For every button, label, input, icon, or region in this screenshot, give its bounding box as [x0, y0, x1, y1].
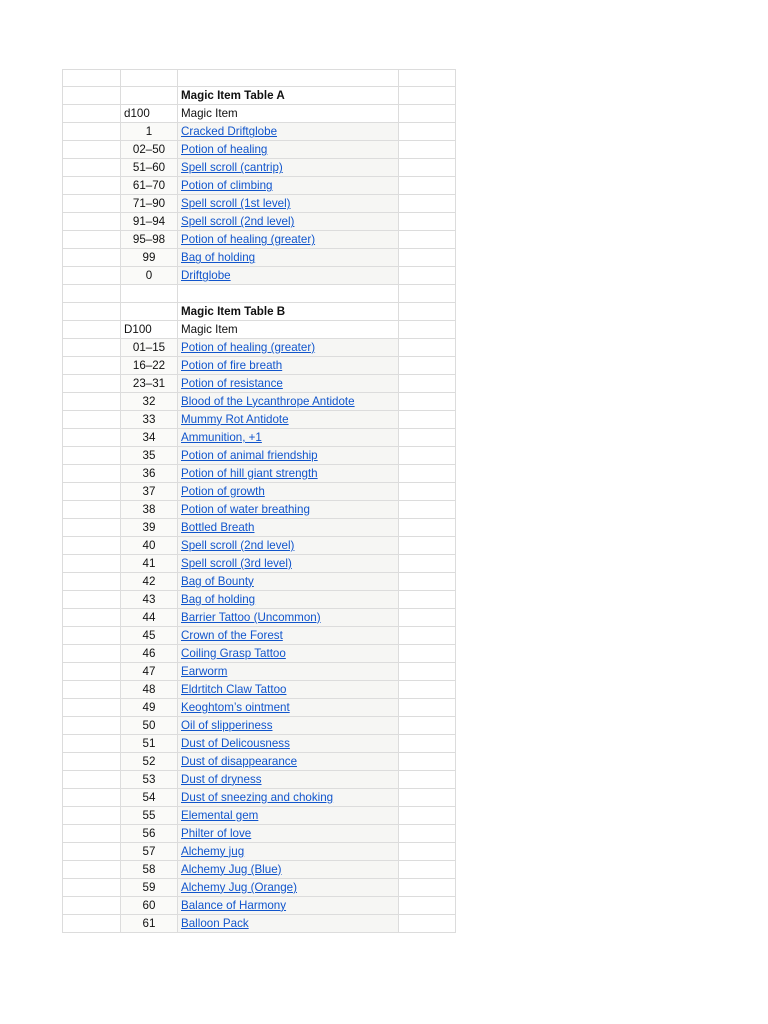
roll-cell[interactable]: 23–31: [121, 374, 178, 392]
item-cell[interactable]: [178, 590, 399, 608]
table-row: [63, 518, 456, 536]
item-cell[interactable]: [178, 806, 399, 824]
empty-cell[interactable]: [63, 518, 121, 536]
item-link[interactable]: Bottled Breath: [181, 520, 255, 534]
empty-cell[interactable]: [63, 356, 121, 374]
empty-cell[interactable]: [63, 536, 121, 554]
item-cell[interactable]: [178, 770, 399, 788]
empty-cell[interactable]: [399, 788, 456, 806]
empty-cell[interactable]: [399, 824, 456, 842]
table-row: [63, 680, 456, 698]
item-link[interactable]: Dust of sneezing and choking: [181, 790, 334, 804]
empty-cell[interactable]: [399, 536, 456, 554]
table-row: [63, 824, 456, 842]
empty-cell[interactable]: [399, 87, 456, 105]
table-row: [63, 608, 456, 626]
roll-cell[interactable]: 57: [121, 842, 178, 860]
empty-cell[interactable]: [63, 213, 121, 231]
table-row: [63, 267, 456, 285]
item-cell[interactable]: [178, 213, 399, 231]
item-cell[interactable]: [178, 249, 399, 267]
item-cell[interactable]: [178, 428, 399, 446]
empty-cell[interactable]: [63, 896, 121, 914]
empty-cell[interactable]: [399, 914, 456, 932]
empty-cell[interactable]: [399, 141, 456, 159]
item-link[interactable]: Barrier Tattoo (Uncommon): [181, 610, 321, 624]
empty-cell[interactable]: [399, 374, 456, 392]
empty-cell[interactable]: [399, 249, 456, 267]
table-row: [63, 213, 456, 231]
empty-cell[interactable]: [63, 123, 121, 141]
item-cell[interactable]: [178, 752, 399, 770]
roll-cell[interactable]: 99: [121, 249, 178, 267]
roll-cell[interactable]: 95–98: [121, 231, 178, 249]
empty-cell[interactable]: [399, 770, 456, 788]
item-link[interactable]: Spell scroll (3rd level): [181, 556, 292, 570]
empty-cell[interactable]: [399, 860, 456, 878]
roll-cell[interactable]: 32: [121, 392, 178, 410]
table-row: [63, 446, 456, 464]
item-header[interactable]: Magic Item: [178, 320, 399, 338]
item-cell[interactable]: [178, 662, 399, 680]
empty-cell[interactable]: [63, 87, 121, 105]
item-cell[interactable]: [178, 680, 399, 698]
roll-cell[interactable]: 02–50: [121, 141, 178, 159]
blank-row: [63, 285, 456, 302]
item-cell[interactable]: [178, 860, 399, 878]
empty-cell[interactable]: [63, 806, 121, 824]
empty-cell[interactable]: [121, 87, 178, 105]
roll-cell[interactable]: 40: [121, 536, 178, 554]
roll-cell[interactable]: 45: [121, 626, 178, 644]
die-header[interactable]: d100: [121, 105, 178, 123]
table-row: [63, 356, 456, 374]
item-link[interactable]: Driftglobe: [181, 269, 231, 283]
empty-cell[interactable]: [399, 446, 456, 464]
item-cell[interactable]: [178, 356, 399, 374]
empty-cell[interactable]: [63, 195, 121, 213]
table-row: [63, 554, 456, 572]
empty-cell[interactable]: [63, 608, 121, 626]
empty-cell[interactable]: [399, 302, 456, 320]
table-row: [63, 734, 456, 752]
roll-cell[interactable]: 37: [121, 482, 178, 500]
roll-cell[interactable]: 58: [121, 860, 178, 878]
table-header-row: [63, 320, 456, 338]
empty-cell[interactable]: [63, 752, 121, 770]
roll-cell[interactable]: 49: [121, 698, 178, 716]
empty-cell[interactable]: [63, 285, 121, 302]
empty-cell[interactable]: [63, 842, 121, 860]
empty-cell[interactable]: [63, 770, 121, 788]
empty-cell[interactable]: [63, 680, 121, 698]
empty-cell[interactable]: [63, 590, 121, 608]
die-header[interactable]: D100: [121, 320, 178, 338]
item-cell[interactable]: [178, 572, 399, 590]
item-link[interactable]: Potion of hill giant strength: [181, 466, 318, 480]
roll-cell[interactable]: 48: [121, 680, 178, 698]
roll-cell[interactable]: 51: [121, 734, 178, 752]
item-link[interactable]: Spell scroll (2nd level): [181, 215, 295, 229]
item-cell[interactable]: [178, 518, 399, 536]
item-cell[interactable]: [178, 123, 399, 141]
empty-cell[interactable]: [63, 824, 121, 842]
item-link[interactable]: Earworm: [181, 664, 228, 678]
roll-cell[interactable]: 38: [121, 500, 178, 518]
empty-cell[interactable]: [399, 662, 456, 680]
table-row: [63, 177, 456, 195]
blank-row: [63, 70, 456, 87]
table-row: [63, 141, 456, 159]
empty-cell[interactable]: [399, 896, 456, 914]
table-row: [63, 464, 456, 482]
empty-cell[interactable]: [399, 500, 456, 518]
empty-cell[interactable]: [399, 159, 456, 177]
empty-cell[interactable]: [178, 285, 399, 302]
roll-cell[interactable]: 61: [121, 914, 178, 932]
empty-cell[interactable]: [399, 734, 456, 752]
item-link[interactable]: Coiling Grasp Tattoo: [181, 646, 286, 660]
item-cell[interactable]: [178, 231, 399, 249]
empty-cell[interactable]: [63, 302, 121, 320]
empty-cell[interactable]: [399, 213, 456, 231]
empty-cell[interactable]: [399, 518, 456, 536]
item-link[interactable]: Bag of holding: [181, 251, 256, 265]
item-link[interactable]: Potion of healing (greater): [181, 340, 316, 354]
item-link[interactable]: Bag of Bounty: [181, 574, 254, 588]
roll-cell[interactable]: 44: [121, 608, 178, 626]
empty-cell[interactable]: [399, 320, 456, 338]
empty-cell[interactable]: [63, 392, 121, 410]
item-link[interactable]: Dust of Delicousness: [181, 736, 290, 750]
empty-cell[interactable]: [63, 231, 121, 249]
empty-cell[interactable]: [399, 878, 456, 896]
empty-cell[interactable]: [399, 195, 456, 213]
empty-cell[interactable]: [399, 482, 456, 500]
roll-cell[interactable]: 55: [121, 806, 178, 824]
empty-cell[interactable]: [63, 428, 121, 446]
item-link[interactable]: Elemental gem: [181, 808, 259, 822]
table-row: [63, 195, 456, 213]
table-row: [63, 860, 456, 878]
empty-cell[interactable]: [399, 608, 456, 626]
empty-cell[interactable]: [399, 338, 456, 356]
table-row: [63, 842, 456, 860]
roll-cell[interactable]: 0: [121, 267, 178, 285]
roll-cell[interactable]: 1: [121, 123, 178, 141]
roll-cell[interactable]: 52: [121, 752, 178, 770]
table-title-row: [63, 302, 456, 320]
table-row: [63, 159, 456, 177]
empty-cell[interactable]: [63, 644, 121, 662]
item-cell[interactable]: [178, 842, 399, 860]
item-cell[interactable]: [178, 177, 399, 195]
empty-cell[interactable]: [399, 177, 456, 195]
table-row: [63, 590, 456, 608]
item-link[interactable]: Potion of water breathing: [181, 502, 310, 516]
item-link[interactable]: Alchemy jug: [181, 844, 245, 858]
roll-cell[interactable]: 91–94: [121, 213, 178, 231]
table-row: [63, 374, 456, 392]
table-row: [63, 788, 456, 806]
item-cell[interactable]: [178, 267, 399, 285]
roll-cell[interactable]: 47: [121, 662, 178, 680]
item-link[interactable]: Alchemy Jug (Orange): [181, 880, 297, 894]
roll-cell[interactable]: 34: [121, 428, 178, 446]
empty-cell[interactable]: [399, 842, 456, 860]
roll-cell[interactable]: 36: [121, 464, 178, 482]
item-cell[interactable]: [178, 464, 399, 482]
item-cell[interactable]: [178, 698, 399, 716]
empty-cell[interactable]: [63, 482, 121, 500]
empty-cell[interactable]: [121, 70, 178, 87]
empty-cell[interactable]: [399, 70, 456, 87]
item-cell[interactable]: [178, 446, 399, 464]
roll-cell[interactable]: 61–70: [121, 177, 178, 195]
empty-cell[interactable]: [63, 70, 121, 87]
empty-cell[interactable]: [63, 320, 121, 338]
empty-cell[interactable]: [399, 554, 456, 572]
item-cell[interactable]: [178, 734, 399, 752]
empty-cell[interactable]: [399, 644, 456, 662]
item-cell[interactable]: [178, 410, 399, 428]
item-link[interactable]: Balloon Pack: [181, 916, 249, 930]
table-row: [63, 716, 456, 734]
empty-cell[interactable]: [63, 554, 121, 572]
empty-cell[interactable]: [399, 716, 456, 734]
item-cell[interactable]: [178, 878, 399, 896]
spreadsheet-table: [62, 69, 456, 933]
item-link[interactable]: Spell scroll (2nd level): [181, 538, 295, 552]
empty-cell[interactable]: [63, 141, 121, 159]
empty-cell[interactable]: [63, 500, 121, 518]
roll-cell[interactable]: 43: [121, 590, 178, 608]
item-link[interactable]: Keoghtom’s ointment: [181, 700, 290, 714]
roll-cell[interactable]: 54: [121, 788, 178, 806]
roll-cell[interactable]: 39: [121, 518, 178, 536]
empty-cell[interactable]: [63, 698, 121, 716]
item-header[interactable]: Magic Item: [178, 105, 399, 123]
roll-cell[interactable]: 56: [121, 824, 178, 842]
empty-cell[interactable]: [399, 806, 456, 824]
item-cell[interactable]: [178, 788, 399, 806]
roll-cell[interactable]: 50: [121, 716, 178, 734]
table-row: [63, 500, 456, 518]
empty-cell[interactable]: [63, 464, 121, 482]
item-cell[interactable]: [178, 914, 399, 932]
item-link[interactable]: Ammunition, +1: [181, 430, 262, 444]
empty-cell[interactable]: [63, 410, 121, 428]
table-row: [63, 338, 456, 356]
empty-cell[interactable]: [63, 374, 121, 392]
item-link[interactable]: Potion of fire breath: [181, 358, 283, 372]
empty-cell[interactable]: [63, 105, 121, 123]
empty-cell[interactable]: [399, 752, 456, 770]
table-row: [63, 123, 456, 141]
table-title[interactable]: Magic Item Table B: [178, 302, 399, 320]
item-cell[interactable]: [178, 482, 399, 500]
item-link[interactable]: Mummy Rot Antidote: [181, 412, 289, 426]
item-link[interactable]: Bag of holding: [181, 592, 256, 606]
roll-cell[interactable]: 59: [121, 878, 178, 896]
empty-cell[interactable]: [399, 123, 456, 141]
table-row: [63, 428, 456, 446]
item-cell[interactable]: [178, 159, 399, 177]
item-cell[interactable]: [178, 824, 399, 842]
table-title-row: [63, 87, 456, 105]
item-cell[interactable]: [178, 500, 399, 518]
item-cell[interactable]: [178, 716, 399, 734]
table-header-row: [63, 105, 456, 123]
roll-cell[interactable]: 16–22: [121, 356, 178, 374]
item-link[interactable]: Balance of Harmony: [181, 898, 287, 912]
item-link[interactable]: Potion of healing: [181, 143, 268, 157]
table-row: [63, 249, 456, 267]
empty-cell[interactable]: [399, 626, 456, 644]
empty-cell[interactable]: [399, 356, 456, 374]
item-link[interactable]: Dust of dryness: [181, 772, 262, 786]
item-link[interactable]: Eldrtitch Claw Tattoo: [181, 682, 287, 696]
empty-cell[interactable]: [63, 788, 121, 806]
empty-cell[interactable]: [63, 446, 121, 464]
item-cell[interactable]: [178, 896, 399, 914]
item-cell[interactable]: [178, 644, 399, 662]
empty-cell[interactable]: [63, 177, 121, 195]
empty-cell[interactable]: [63, 878, 121, 896]
empty-cell[interactable]: [121, 285, 178, 302]
table-row: [63, 806, 456, 824]
empty-cell[interactable]: [399, 428, 456, 446]
roll-cell[interactable]: 53: [121, 770, 178, 788]
item-link[interactable]: Potion of animal friendship: [181, 448, 318, 462]
empty-cell[interactable]: [63, 734, 121, 752]
table-row: [63, 572, 456, 590]
empty-cell[interactable]: [121, 302, 178, 320]
item-link[interactable]: Alchemy Jug (Blue): [181, 862, 282, 876]
item-link[interactable]: Potion of healing (greater): [181, 233, 316, 247]
empty-cell[interactable]: [399, 680, 456, 698]
empty-cell[interactable]: [399, 590, 456, 608]
empty-cell[interactable]: [399, 105, 456, 123]
item-cell[interactable]: [178, 195, 399, 213]
table-row: [63, 410, 456, 428]
item-link[interactable]: Spell scroll (1st level): [181, 197, 291, 211]
table-row: [63, 752, 456, 770]
item-cell[interactable]: [178, 141, 399, 159]
table-title[interactable]: Magic Item Table A: [178, 87, 399, 105]
item-link[interactable]: Philter of love: [181, 826, 252, 840]
table-row: [63, 914, 456, 932]
table-row: [63, 536, 456, 554]
empty-cell[interactable]: [63, 860, 121, 878]
spreadsheet-body: [63, 70, 456, 933]
table-row: [63, 626, 456, 644]
empty-cell[interactable]: [399, 392, 456, 410]
roll-cell[interactable]: 46: [121, 644, 178, 662]
item-link[interactable]: Crown of the Forest: [181, 628, 283, 642]
empty-cell[interactable]: [399, 267, 456, 285]
empty-cell[interactable]: [399, 572, 456, 590]
empty-cell[interactable]: [399, 285, 456, 302]
item-link[interactable]: Dust of disappearance: [181, 754, 298, 768]
empty-cell[interactable]: [63, 338, 121, 356]
empty-cell[interactable]: [399, 698, 456, 716]
roll-cell[interactable]: 42: [121, 572, 178, 590]
table-row: [63, 644, 456, 662]
empty-cell[interactable]: [63, 572, 121, 590]
table-row: [63, 698, 456, 716]
item-link[interactable]: Blood of the Lycanthrope Antidote: [181, 394, 355, 408]
roll-cell[interactable]: 01–15: [121, 338, 178, 356]
roll-cell[interactable]: 71–90: [121, 195, 178, 213]
empty-cell[interactable]: [399, 410, 456, 428]
empty-cell[interactable]: [178, 70, 399, 87]
item-cell[interactable]: [178, 626, 399, 644]
empty-cell[interactable]: [63, 716, 121, 734]
table-row: [63, 896, 456, 914]
table-row: [63, 231, 456, 249]
table-row: [63, 392, 456, 410]
empty-cell[interactable]: [63, 159, 121, 177]
roll-cell[interactable]: 33: [121, 410, 178, 428]
item-cell[interactable]: [178, 554, 399, 572]
roll-cell[interactable]: 41: [121, 554, 178, 572]
item-link[interactable]: Cracked Driftglobe: [181, 125, 278, 139]
table-row: [63, 878, 456, 896]
empty-cell[interactable]: [399, 231, 456, 249]
table-row: [63, 662, 456, 680]
roll-cell[interactable]: 35: [121, 446, 178, 464]
table-row: [63, 482, 456, 500]
item-link[interactable]: Potion of climbing: [181, 179, 273, 193]
item-link[interactable]: Oil of slipperiness: [181, 718, 273, 732]
roll-cell[interactable]: 51–60: [121, 159, 178, 177]
empty-cell[interactable]: [399, 464, 456, 482]
empty-cell[interactable]: [63, 626, 121, 644]
empty-cell[interactable]: [63, 267, 121, 285]
empty-cell[interactable]: [63, 662, 121, 680]
empty-cell[interactable]: [63, 249, 121, 267]
table-row: [63, 770, 456, 788]
roll-cell[interactable]: 60: [121, 896, 178, 914]
item-cell[interactable]: [178, 536, 399, 554]
item-cell[interactable]: [178, 392, 399, 410]
item-cell[interactable]: [178, 374, 399, 392]
item-cell[interactable]: [178, 338, 399, 356]
item-link[interactable]: Potion of growth: [181, 484, 265, 498]
item-link[interactable]: Potion of resistance: [181, 376, 283, 390]
item-cell[interactable]: [178, 608, 399, 626]
item-link[interactable]: Spell scroll (cantrip): [181, 161, 283, 175]
empty-cell[interactable]: [63, 914, 121, 932]
